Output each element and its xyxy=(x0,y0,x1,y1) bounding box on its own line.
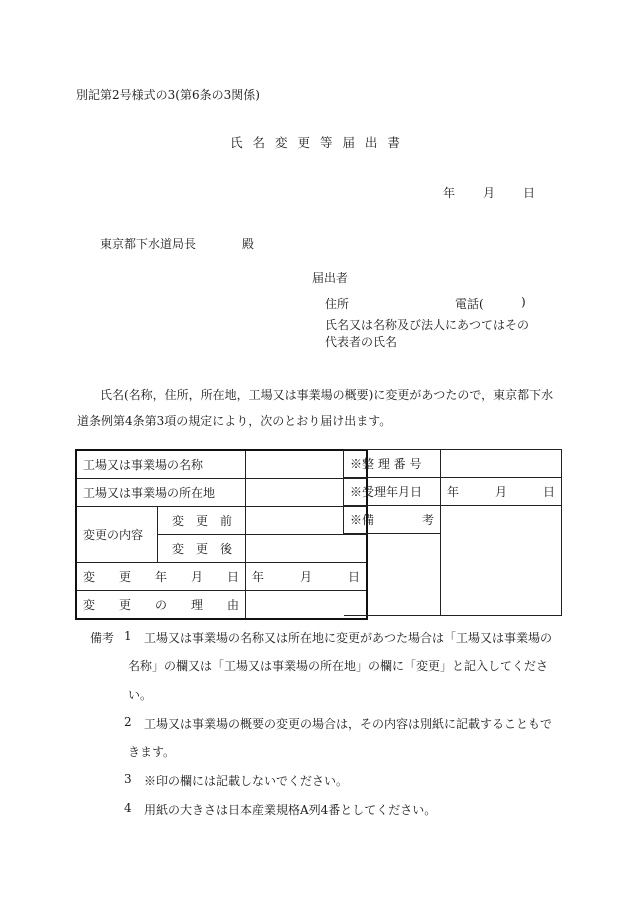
label-received-date: ※受理年月日 xyxy=(344,478,441,506)
applicant-label: 届出者 xyxy=(312,271,349,285)
form-table xyxy=(75,449,368,620)
phone-label: 電話( xyxy=(455,297,484,311)
date-day: 日 xyxy=(523,186,536,200)
note-4-number: 4 xyxy=(124,801,132,815)
form-reference: 別記第2号様式の3(第6条の3関係) xyxy=(76,88,260,102)
field-reference-number xyxy=(441,450,562,478)
note-2-line2: きます。 xyxy=(128,745,176,759)
label-before: 変 更 前 xyxy=(157,507,245,535)
phone-close: ) xyxy=(521,295,526,309)
note-1-line1: 工場又は事業場の名称又は所在地に変更があつた場合は「工場又は事業場の xyxy=(144,631,553,645)
label-change-content: 変更の内容 xyxy=(76,507,157,563)
name-label-line2: 代表者の氏名 xyxy=(325,335,398,349)
label-facility-location: 工場又は事業場の所在地 xyxy=(76,479,246,507)
address-label: 住所 xyxy=(325,297,350,311)
field-change-date[interactable]: 年 月 日 xyxy=(246,563,368,591)
note-3-number: 3 xyxy=(124,772,132,786)
label-change-reason: 変 更 の 理 由 xyxy=(76,591,246,620)
note-4-line1: 用紙の大きさは日本産業規格A列4番としてください。 xyxy=(144,803,437,817)
addressee: 東京都下水道局長 xyxy=(100,237,197,251)
label-remarks: ※備 考 xyxy=(344,506,441,534)
office-use-table xyxy=(343,449,562,616)
note-1-number: 1 xyxy=(124,629,132,643)
body-text-line1: 氏名(名称，住所，所在地，工場又は事業場の概要)に変更があつたので，東京都下水 xyxy=(100,388,554,402)
note-2-line1: 工場又は事業場の概要の変更の場合は，その内容は別紙に記載することもで xyxy=(144,717,553,731)
date-year: 年 xyxy=(443,186,456,200)
note-3-line1: ※印の欄には記載しないでください。 xyxy=(144,774,349,788)
label-reference-number: ※整 理 番 号 xyxy=(344,450,441,478)
field-received-date: 年 月 日 xyxy=(441,478,562,506)
name-label-line1: 氏名又は名称及び法人にあつてはその xyxy=(325,318,530,332)
label-after: 変 更 後 xyxy=(157,535,245,563)
page-title: 氏 名 変 更 等 届 出 書 xyxy=(230,135,400,150)
label-change-date: 変 更 年 月 日 xyxy=(76,563,246,591)
honorific: 殿 xyxy=(242,237,255,251)
notes-label: 備考 xyxy=(90,631,115,645)
field-remarks xyxy=(441,506,562,616)
body-text-line2: 道条例第4条第3項の規定により，次のとおり届け出ます。 xyxy=(77,414,392,428)
date-line xyxy=(443,184,535,201)
date-month: 月 xyxy=(483,186,496,200)
label-facility-name: 工場又は事業場の名称 xyxy=(76,450,246,479)
note-1-line2: 名称」の欄又は「工場又は事業場の所在地」の欄に「変更」と記入してくださ xyxy=(128,659,549,673)
note-2-number: 2 xyxy=(124,715,132,729)
note-1-line3: い。 xyxy=(128,688,153,702)
